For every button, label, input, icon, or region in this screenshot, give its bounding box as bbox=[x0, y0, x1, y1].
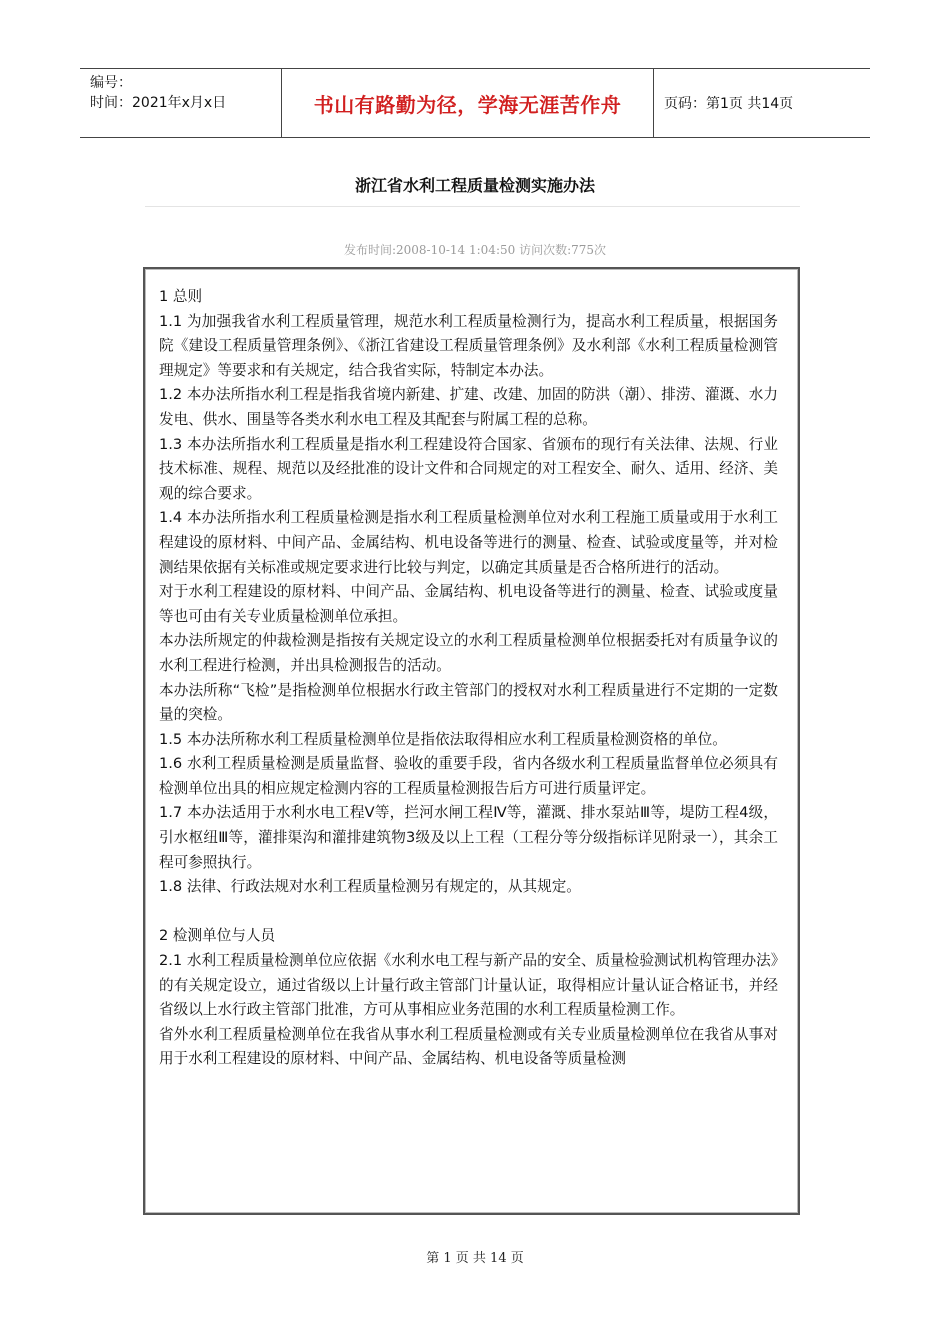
motto-text: 书山有路勤为径，学海无涯苦作舟 bbox=[313, 92, 622, 117]
header-info-cell bbox=[80, 69, 282, 137]
title-divider bbox=[145, 206, 800, 207]
paragraph: 2.1 水利工程质量检测单位应依据《水利水电工程与新产品的安全、质量检验测试机构管理办法》的有关规定设立，通过省级以上计量行政主管部门计量认证，取得相应计量认证合格证书，并经省级以上水行政主管部门批准，方可从事相应业务范围的水利工程质量检测工作。 bbox=[159, 952, 778, 1019]
paragraph: 1.5 本办法所称水利工程质量检测单位是指依法取得相应水利工程质量检测资格的单位。 bbox=[159, 730, 727, 748]
header-table bbox=[80, 68, 870, 138]
paragraph: 1.1 为加强我省水利工程质量管理，规范水利工程质量检测行为，提高水利工程质量，根据国务院《建设工程质量管理条例》、《浙江省建设工程质量管理条例》及水利部《水利工程质量检测管理规定》等要求和有关规定，结合我省实际，特制定本办法。 bbox=[159, 312, 778, 379]
page-footer: 第 1 页 共 14 页 bbox=[426, 1251, 524, 1266]
paragraph: 省外水利工程质量检测单位在我省从事水利工程质量检测或有关专业质量检测单位在我省从事对用于水利工程建设的原材料、中间产品、金属结构、机电设备等质量检测 bbox=[159, 1025, 778, 1068]
paragraph: 本办法所规定的仲裁检测是指按有关规定设立的水利工程质量检测单位根据委托对有质量争议的水利工程进行检测，并出具检测报告的活动。 bbox=[159, 632, 778, 674]
number-label: 编号： bbox=[90, 75, 132, 91]
section-heading: 1 总则 bbox=[159, 288, 203, 305]
paragraph: 对于水利工程建设的原材料、中间产品、金属结构、机电设备等进行的测量、检查、试验或度量等也可由有关专业质量检测单位承担。 bbox=[159, 583, 778, 625]
paragraph: 1.7 本办法适用于水利水电工程Ⅴ等，拦河水闸工程Ⅳ等，灌溉、排水泵站Ⅲ等，堤防工程4级，引水枢纽Ⅲ等，灌排渠沟和灌排建筑物3级及以上工程（工程分等分级指标详见附录一），其余工程可参照执行。 bbox=[159, 804, 778, 871]
header-page-cell bbox=[654, 69, 870, 137]
paragraph: 1.8 法律、行政法规对水利工程质量检测另有规定的，从其规定。 bbox=[159, 878, 581, 896]
content-body bbox=[145, 269, 798, 1072]
document-title: 浙江省水利工程质量检测实施办法 bbox=[354, 176, 595, 195]
header-motto-cell bbox=[282, 69, 654, 137]
section-heading: 2 检测单位与人员 bbox=[159, 927, 276, 945]
paragraph: 1.2 本办法所指水利工程是指我省境内新建、扩建、改建、加固的防洪（潮）、排涝、灌溉、水力发电、供水、围垦等各类水利水电工程及其配套与附属工程的总称。 bbox=[159, 386, 778, 428]
time-label: 时间：2021年x月x日 bbox=[90, 95, 227, 111]
paragraph: 1.6 水利工程质量检测是质量监督、验收的重要手段，省内各级水利工程质量监督单位必须具有检测单位出具的相应规定检测内容的工程质量检测报告后方可进行质量评定。 bbox=[159, 755, 778, 797]
paragraph: 1.3 本办法所指水利工程质量是指水利工程建设符合国家、省颁布的现行有关法律、法规、行业技术标准、规程、规范以及经批准的设计文件和合同规定的对工程安全、耐久、适用、经济、美观的综合要求。 bbox=[159, 435, 778, 502]
paragraph-gap bbox=[159, 900, 778, 925]
page-info: 页码：第1页 共14页 bbox=[664, 96, 794, 112]
paragraph: 1.4 本办法所指水利工程质量检测是指水利工程质量检测单位对水利工程施工质量或用于水利工程建设的原材料、中间产品、金属结构、机电设备等进行的测量、检查、试验或度量等，并对检测结果依据有关标准或规定要求进行比较与判定，以确定其质量是否合格所进行的活动。 bbox=[159, 509, 778, 576]
paragraph: 本办法所称“飞检”是指检测单位根据水行政主管部门的授权对水利工程质量进行不定期的一定数量的突检。 bbox=[159, 681, 778, 724]
publish-meta: 发布时间:2008-10-14 1:04:50 访问次数:775次 bbox=[343, 243, 607, 257]
content-box bbox=[143, 267, 800, 1215]
